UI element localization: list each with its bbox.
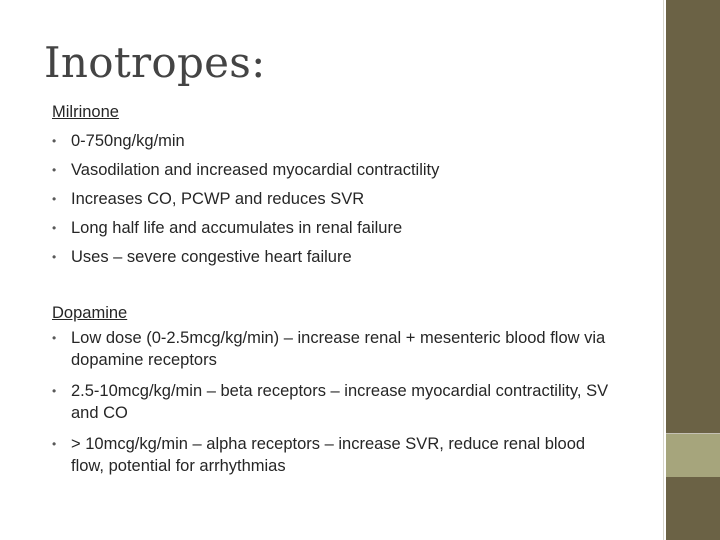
bullet-list [52,327,622,477]
bullet-list [52,127,622,272]
bullet-item: • Low dose (0-2.5mcg/kg/min) – increase renal + mesenteric blood flow via dopamine receptors [52,327,622,371]
slide-title: Inotropes: [44,38,266,87]
bullet-item: • Increases CO, PCWP and reduces SVR [52,185,622,214]
section-milrinone [52,98,622,272]
section-heading: Milrinone [52,103,119,121]
decorative-accent-block [666,434,720,477]
section-spacer [52,272,622,299]
bullet-item: • 0-750ng/kg/min [52,127,622,156]
decorative-divider-line [663,0,664,540]
bullet-item: • Vasodilation and increased myocardial contractility [52,156,622,185]
bullet-item: • Long half life and accumulates in renal failure [52,214,622,243]
section-dopamine [52,299,622,477]
bullet-item: • Uses – severe congestive heart failure [52,243,622,272]
bullet-item: • > 10mcg/kg/min – alpha receptors – increase SVR, reduce renal blood flow, potential for arrhythmias [52,433,622,477]
bullet-item: • 2.5-10mcg/kg/min – beta receptors – increase myocardial contractility, SV and CO [52,380,622,424]
section-heading: Dopamine [52,304,128,322]
slide-content [52,98,622,486]
